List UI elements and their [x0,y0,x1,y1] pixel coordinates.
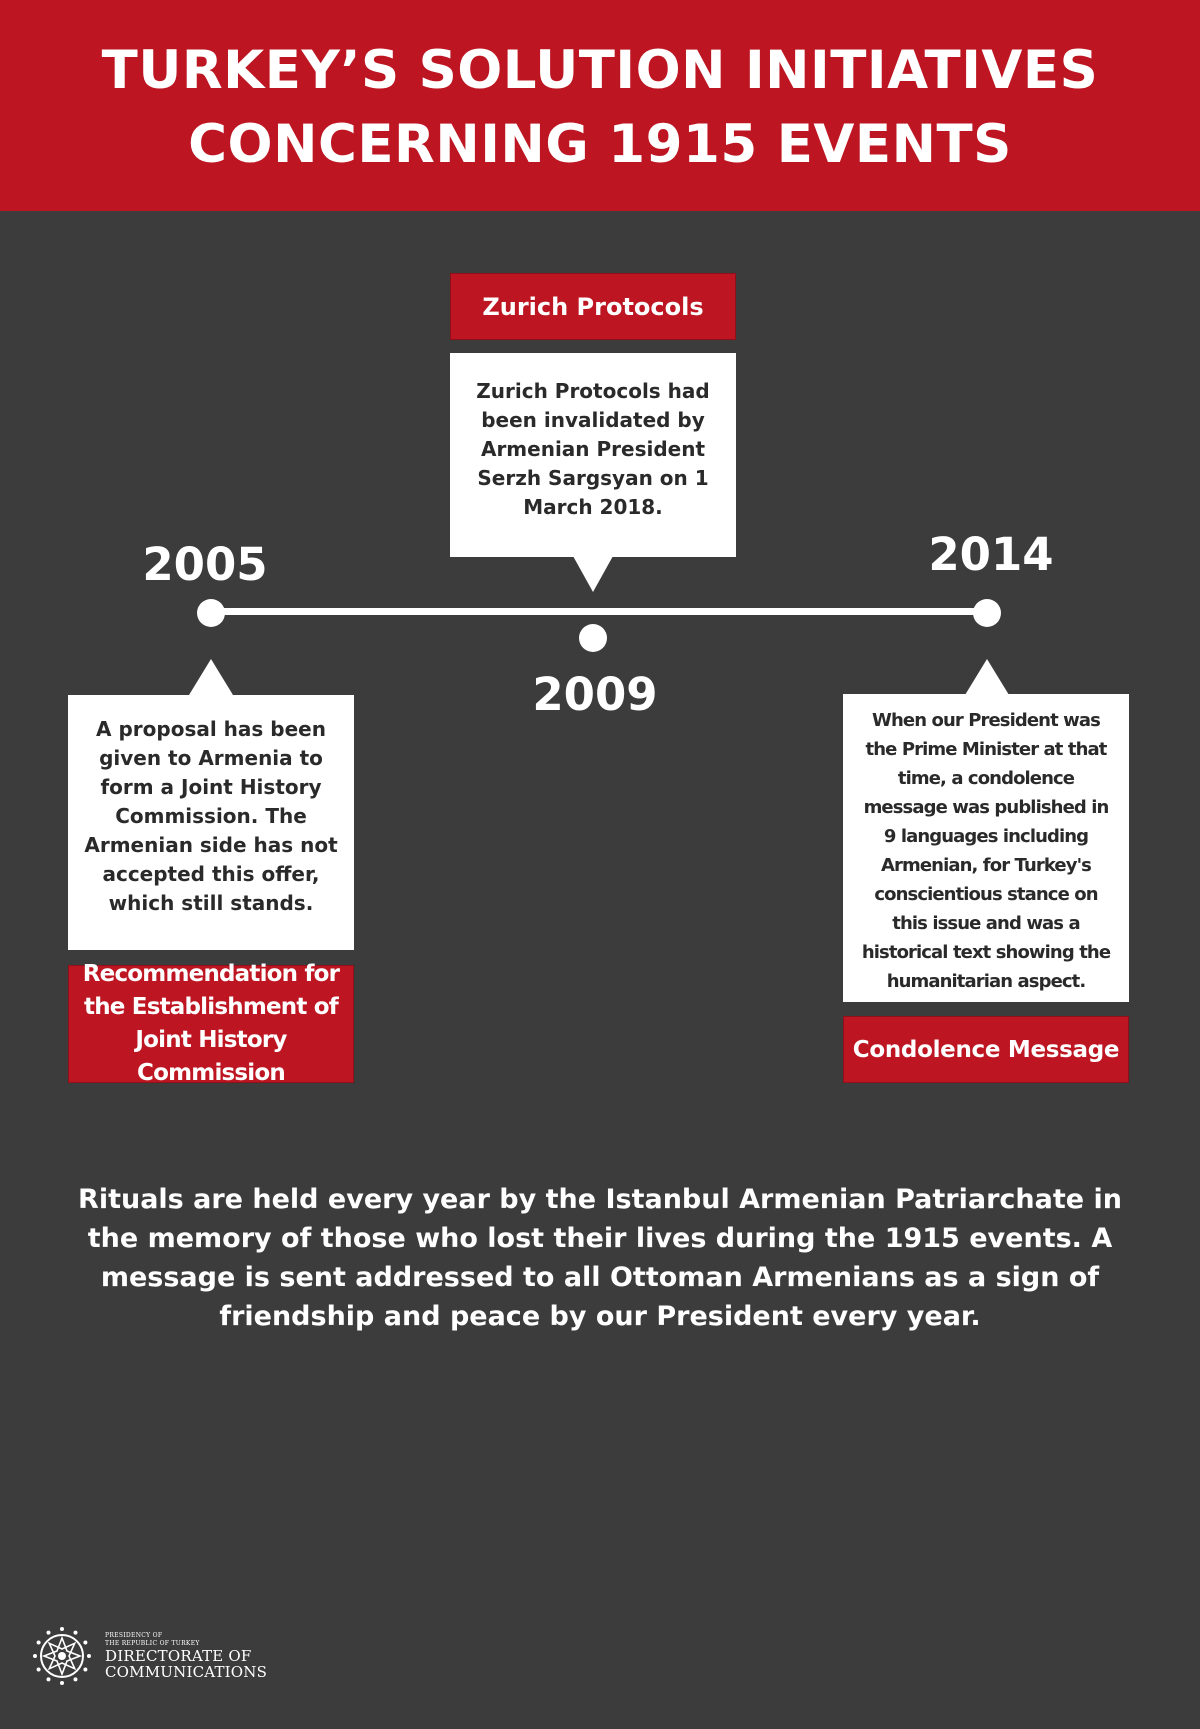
page-title-line2: CONCERNING 1915 EVENTS [188,113,1012,175]
callout-pointer-2014 [965,659,1009,695]
event-description-2005: A proposal has been given to Armenia to form a Joint History Commission. The Armenian side has not accepted this offer, which still stands. [68,695,354,950]
event-label-2005: Recommendation for the Establishment of Joint History Commission [68,965,354,1083]
year-2009: 2009 [532,668,658,721]
year-2005: 2005 [142,538,268,591]
footer-org-line1: PRESIDENCY OF [105,1632,163,1639]
callout-pointer-2005 [189,659,233,695]
page-title-line1: TURKEY’S SOLUTION INITIATIVES [101,39,1099,101]
footer-org-name [105,1648,267,1680]
page-title [102,30,1099,182]
page-header [0,0,1200,211]
star-emblem-icon [30,1624,94,1688]
footer-org-caption [105,1632,200,1648]
event-label-2009: Zurich Protocols [450,273,736,340]
footer-org-line2: THE REPUBLIC OF TURKEY [105,1640,200,1647]
event-label-2014: Condolence Message [843,1016,1129,1083]
timeline-node-2005 [197,599,225,627]
timeline-node-2014 [973,599,1001,627]
event-description-2014: When our President was the Prime Minister at that time, a condolence message was published in 9 languages including Armenian, for Turkey's conscientious stance on this issue and was a historical text showing the humanitarian aspect. [843,694,1129,1002]
footer-org-name-line2: COMMUNICATIONS [105,1663,268,1681]
timeline-node-2009 [579,624,607,652]
callout-pointer-2009 [573,556,613,592]
closing-paragraph: Rituals are held every year by the Istanbul Armenian Patriarchate in the memory of those who lost their lives during the 1915 events. A message is sent addressed to all Ottoman Armenians as a sign of friendship and peace by our President every year. [78,1184,1122,1332]
timeline-line [211,608,987,615]
footer-org-name-line1: DIRECTORATE OF [105,1647,252,1665]
year-2014: 2014 [928,528,1054,581]
event-description-2009: Zurich Protocols had been invalidated by Armenian President Serzh Sargsyan on 1 March 2018. [450,353,736,557]
